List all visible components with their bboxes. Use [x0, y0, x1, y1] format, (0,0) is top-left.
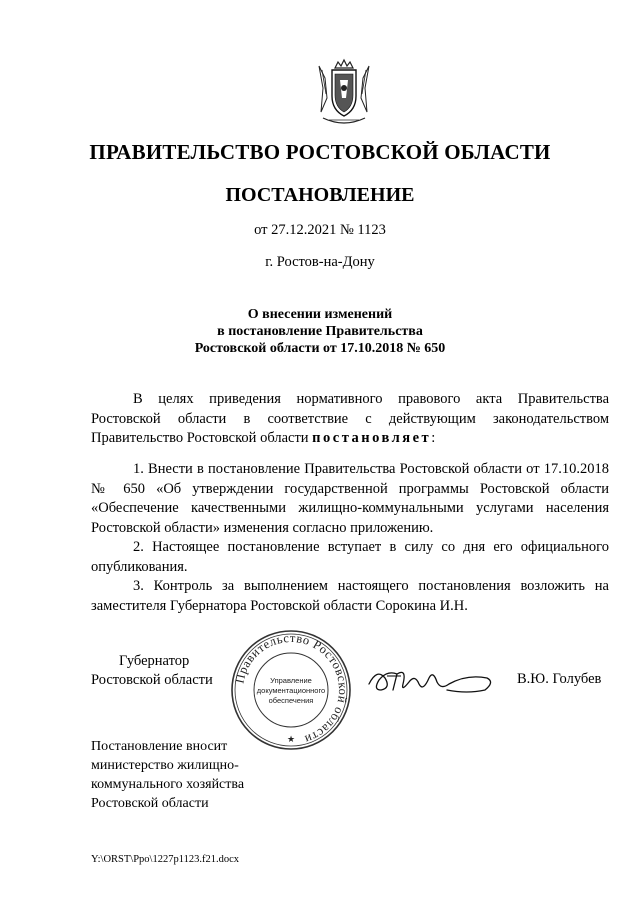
preamble-paragraph — [91, 390, 609, 449]
seal-center-line: документационного — [256, 686, 326, 695]
seal-ring-text: Правительство Ростовской области — [232, 630, 351, 747]
note-line: Постановление вносит — [91, 739, 228, 754]
signer-position: Губернатор — [119, 653, 190, 669]
seal-center-line: обеспечения — [268, 696, 314, 705]
document-subject — [0, 306, 640, 357]
decree-word: постановляет — [312, 430, 432, 446]
note-line: Ростовской области — [91, 796, 209, 811]
subject-line: Ростовской области от 17.10.2018 № 650 — [194, 341, 446, 356]
date-and-number: от 27.12.2021 № 1123 — [254, 222, 386, 238]
submitted-by-note — [91, 737, 244, 813]
subject-line: в постановление Правительства — [217, 324, 423, 339]
government-title: ПРАВИТЕЛЬСТВО РОСТОВСКОЙ ОБЛАСТИ — [89, 140, 551, 164]
preamble-text: В целях приведения нормативного правового акта Правительства Ростовской области в соответствие с действующим законодательством Правительство Ростовской области — [91, 391, 609, 446]
decree-item: 1. Внести в постановление Правительства Ростовской области от 17.10.2018 № 650 «Об утверждении государственной программы Ростовской области «Обеспечение качественными жилищно-коммунальными услугами населения Ростовской области» изменения согласно приложению. — [91, 461, 609, 536]
decree-item: 2. Настоящее постановление вступает в силу со дня его официального опубликования. — [91, 539, 609, 575]
seal-star-icon: ★ — [286, 734, 296, 744]
subject-line: О внесении изменений — [247, 307, 393, 322]
note-line: коммунального хозяйства — [91, 777, 245, 792]
file-path: Y:\ORST\Ppo\1227p1123.f21.docx — [91, 854, 239, 865]
note-line: министерство жилищно- — [91, 758, 239, 773]
preamble-end: : — [431, 430, 436, 446]
decree-item: 3. Контроль за выполнением настоящего постановления возложить на заместителя Губернатора Ростовской области Сорокина И.Н. — [91, 578, 609, 614]
decree-items — [91, 460, 609, 616]
handwritten-signature — [367, 660, 497, 700]
document-type: ПОСТАНОВЛЕНИЕ — [225, 184, 415, 206]
official-seal — [229, 628, 353, 752]
signer-region: Ростовской области — [91, 672, 213, 688]
city: г. Ростов-на-Дону — [265, 254, 375, 270]
coat-of-arms-emblem — [315, 58, 373, 128]
seal-center-line: Управление — [270, 676, 312, 685]
signer-title — [91, 652, 213, 690]
signer-name: В.Ю. Голубев — [517, 671, 602, 687]
